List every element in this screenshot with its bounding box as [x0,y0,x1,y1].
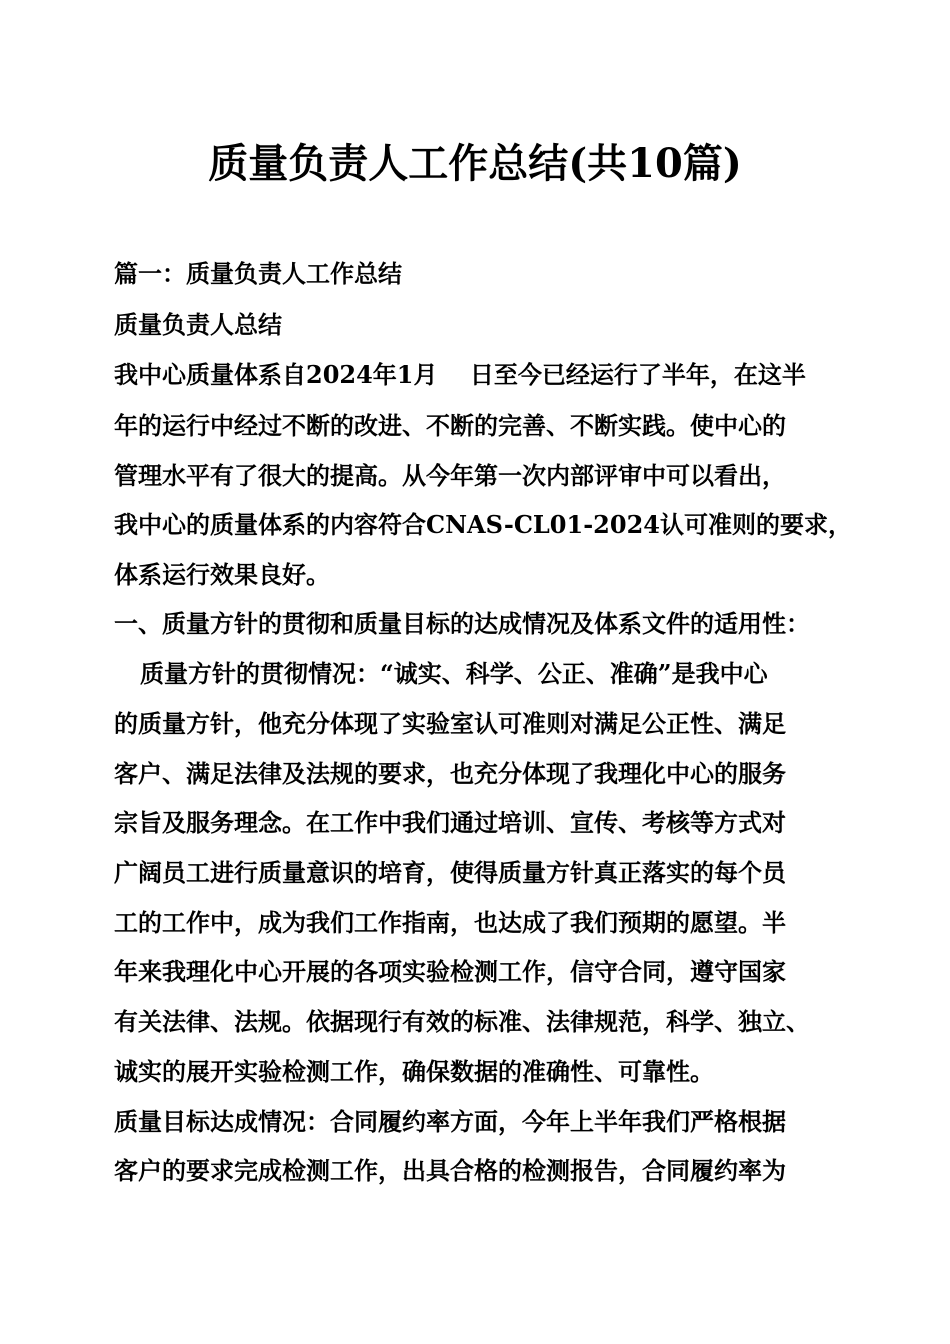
paragraph-line: 诚实的展开实验检测工作，确保数据的准确性、可靠性。 [114,1057,714,1086]
paragraph-line: 广阔员工进行质量意识的培育，使得质量方针真正落实的每个员 [114,858,786,887]
section-heading: 一、质量方针的贯彻和质量目标的达成情况及体系文件的适用性： [114,609,810,638]
paragraph-line: 我中心质量体系自2024年1月 日至今已经运行了半年，在这半 [114,360,806,389]
paragraph-line: 宗旨及服务理念。在工作中我们通过培训、宣传、考核等方式对 [114,808,786,837]
paragraph-line: 年来我理化中心开展的各项实验检测工作，信守合同，遵守国家 [114,957,786,986]
paragraph-line: 体系运行效果良好。 [114,560,330,589]
paragraph-line: 的质量方针，他充分体现了实验室认可准则对满足公正性、满足 [114,709,786,738]
paragraph-line: 管理水平有了很大的提高。从今年第一次内部评审中可以看出， [114,461,786,490]
paragraph-line: 有关法律、法规。依据现行有效的标准、法律规范，科学、独立、 [114,1007,810,1036]
document-title: 质量负责人工作总结(共10篇) [208,140,742,187]
section-heading: 篇一：质量负责人工作总结 [114,259,402,288]
paragraph-line: 我中心的质量体系的内容符合CNAS-CL01-2024认可准则的要求， [114,510,852,539]
paragraph-line: 质量目标达成情况：合同履约率方面，今年上半年我们严格根据 [114,1107,786,1136]
paragraph-line: 年的运行中经过不断的改进、不断的完善、不断实践。使中心的 [114,411,786,440]
subheading: 质量负责人总结 [114,310,282,339]
paragraph-line: 客户的要求完成检测工作，出具合格的检测报告，合同履约率为 [114,1156,786,1185]
paragraph-line: 工的工作中，成为我们工作指南，也达成了我们预期的愿望。半 [114,908,786,937]
paragraph-line: 客户、满足法律及法规的要求，也充分体现了我理化中心的服务 [114,759,786,788]
paragraph-line: 质量方针的贯彻情况：“诚实、科学、公正、准确”是我中心 [140,659,768,688]
